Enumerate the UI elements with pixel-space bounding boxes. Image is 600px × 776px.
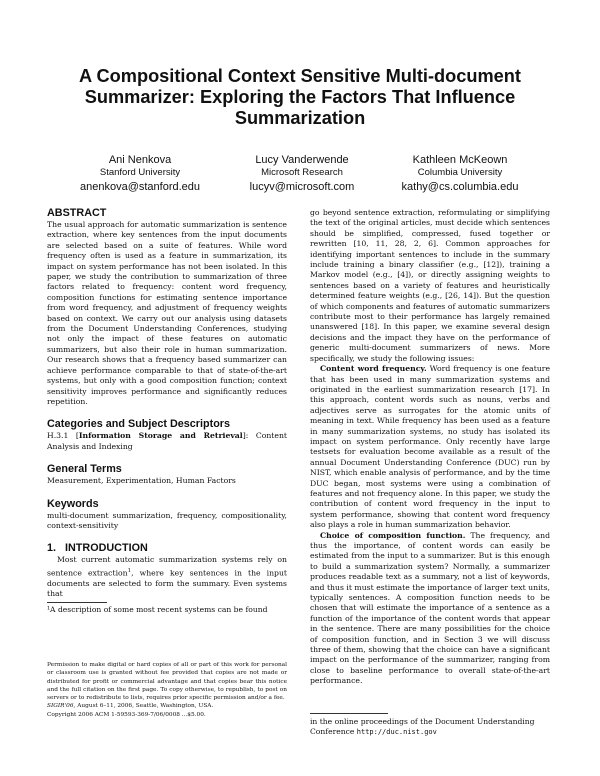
author-name: Lucy Vanderwende bbox=[255, 154, 349, 166]
general-terms-heading: General Terms bbox=[47, 463, 122, 476]
author-affiliation: Microsoft Research bbox=[261, 167, 343, 178]
venue-line bbox=[47, 702, 287, 710]
title-line-2: Summarizer: Exploring the Factors That Influence bbox=[84, 87, 516, 107]
permission-notice bbox=[47, 661, 287, 719]
venue-rest: August 6–11, 2006, Seattle, Washington, USA. bbox=[75, 703, 214, 710]
right-paragraph-2-text: Word frequency is one feature that has been used in many summarization systems and originated in the earliest summarization research [17]. In this approach, content words such as nouns, verbs and adjectives serve as surrogates for the atomic units of meaning in text. While frequency has been used as a feature in many summarization systems, no study has isolated its impact on system performance. Only recently have large testsets for evaluation become available as a result of the annual Document Understanding Conference (DUC) run by NIST, which enable analysis of performance, and by the time DUC began, most systems were using a combination of features and not frequency alone. In this paper, we study the contribution of content word frequency in the input to system performance, showing that content word frequency also plays a role in human summarization behavior. bbox=[310, 364, 551, 530]
abstract-heading: ABSTRACT bbox=[47, 207, 107, 219]
intro-text-b: , where key sentences in the input documents are selected to form the summary. Even systems that bbox=[47, 568, 288, 599]
footnote-continuation-body: in the online proceedings of the Document Understanding Conference bbox=[310, 717, 535, 736]
right-paragraph-3 bbox=[310, 531, 550, 687]
copyright-line: Copyright 2006 ACM 1-59593-369-7/06/0008 ...$5.00. bbox=[47, 711, 206, 718]
title-line-3: Summarization bbox=[234, 108, 366, 128]
author-block bbox=[55, 153, 225, 195]
author-email: lucyv@microsoft.com bbox=[249, 181, 355, 193]
keywords-heading: Keywords bbox=[47, 497, 99, 510]
composition-function-heading: Choice of composition function. bbox=[320, 530, 466, 540]
footnote-continuation bbox=[310, 713, 550, 737]
author-block bbox=[375, 153, 545, 195]
author-name: Ani Nenkova bbox=[108, 154, 172, 166]
categories-heading: Categories and Subject Descriptors bbox=[47, 418, 230, 431]
categories-text bbox=[47, 431, 287, 452]
venue-name: SIGIR'06, bbox=[47, 703, 76, 710]
right-paragraph-3-text: The frequency, and thus the importance, of content words can easily be estimated from the input to a summarizer. But is this enough to build a summarization system? Normally, a summarizer produces readable text as a summary, not a list of keywords, and thus it must estimate the importance of larger text units, typically sentences. A composition function needs to be chosen that will estimate the importance of a sentence as a function of the importance of the content words that appear in the sentence. There are many possibilities for the choice of composition function, and in Section 3 we will discuss three of them, showing that the choice can have a significant impact on the performance of the summarizer, ranging from close to baseline performance to overall state-of-the-art performance. bbox=[310, 530, 550, 686]
author-affiliation: Columbia University bbox=[417, 167, 503, 178]
categories-bold: Information Storage and Retrieval bbox=[78, 431, 243, 441]
paper-title bbox=[60, 66, 540, 129]
footnote-rule bbox=[47, 602, 107, 603]
intro-text-a: Most current automatic summarization systems rely on sentence extraction bbox=[47, 555, 287, 578]
abstract-text: The usual approach for automatic summarization is sentence extraction, where key sentences from the input documents are selected based on a suite of features. While word frequency often is used as a feature in summarization, its impact on system performance has not been isolated. In this paper, we study the contribution to summarization of three factors related to frequency: content word frequency, composition functions for estimating sentence importance from word frequency, and adjustment of frequency weights based on context. We carry out our analysis using datasets from the Document Understanding Conferences, studying not only the impact of these features on automatic summarizers, but also their role in human summarization. Our research shows that a frequency based summarizer can achieve performance comparable to that of state-of-the-art systems, but only with a good composition function; context sensitivity improves performance and significantly reduces repetition. bbox=[47, 220, 287, 406]
footnote-mark: 1 bbox=[127, 567, 132, 574]
right-paragraph-1: go beyond sentence extraction, reformulating or simplifying the text of the original articles, must decide which sentences should be simplified, compressed, fused together or rewritten [10, 11, 28, 2, 6]. Common approaches for identifying important sentences to include in the summary include training a binary classifier (e.g., [12]), training a Markov model (e.g., [4]), or directly assigning weights to sentences based on a variety of features and heuristically determined feature weights (e.g., [26, 14]). But the question of which components and features of automatic summarizers contribute most to their performance has largely remained unanswered [18]. In this paper, we examine several design decisions and the impact they have on the performance of generic multi-document summarizers of news. More specifically, we study the following issues: bbox=[310, 208, 550, 363]
introduction-heading: 1. INTRODUCTION bbox=[47, 542, 148, 555]
author-block bbox=[217, 153, 387, 195]
author-email: anenkova@stanford.edu bbox=[79, 181, 201, 193]
footnote-continuation-rule bbox=[310, 713, 388, 714]
permission-text: Permission to make digital or hard copies of all or part of this work for personal or classroom use is granted without fee provided that copies are not made or distributed for profit or commercial advantage and that copies bear this notice and the full citation on the first page. To copy otherwise, to republish, to post on servers or to redistribute to lists, requires prior specific permission and/or a fee. bbox=[47, 662, 287, 702]
duc-url[interactable]: http://duc.nist.gov bbox=[356, 728, 437, 736]
author-name: Kathleen McKeown bbox=[412, 154, 508, 166]
left-column bbox=[47, 206, 287, 615]
footnote-text: ¹A description of some most recent systems can be found bbox=[47, 604, 268, 614]
content-word-frequency-heading: Content word frequency. bbox=[320, 364, 427, 374]
categories-rest: ]: Content Analysis and Indexing bbox=[47, 431, 287, 451]
author-affiliation: Stanford University bbox=[99, 167, 181, 178]
introduction-text bbox=[47, 555, 287, 599]
categories-code: H.3.1 [ bbox=[47, 431, 79, 441]
right-paragraph-2 bbox=[310, 364, 550, 531]
general-terms-text: Measurement, Experimentation, Human Factors bbox=[47, 476, 236, 486]
right-column bbox=[310, 208, 550, 687]
title-line-1: A Compositional Context Sensitive Multi-document bbox=[79, 66, 521, 86]
keywords-text: multi-document summarization, frequency, compositionality, context-sensitivity bbox=[47, 510, 287, 530]
footnote-continuation-text bbox=[310, 717, 550, 737]
author-email: kathy@cs.columbia.edu bbox=[401, 181, 519, 193]
